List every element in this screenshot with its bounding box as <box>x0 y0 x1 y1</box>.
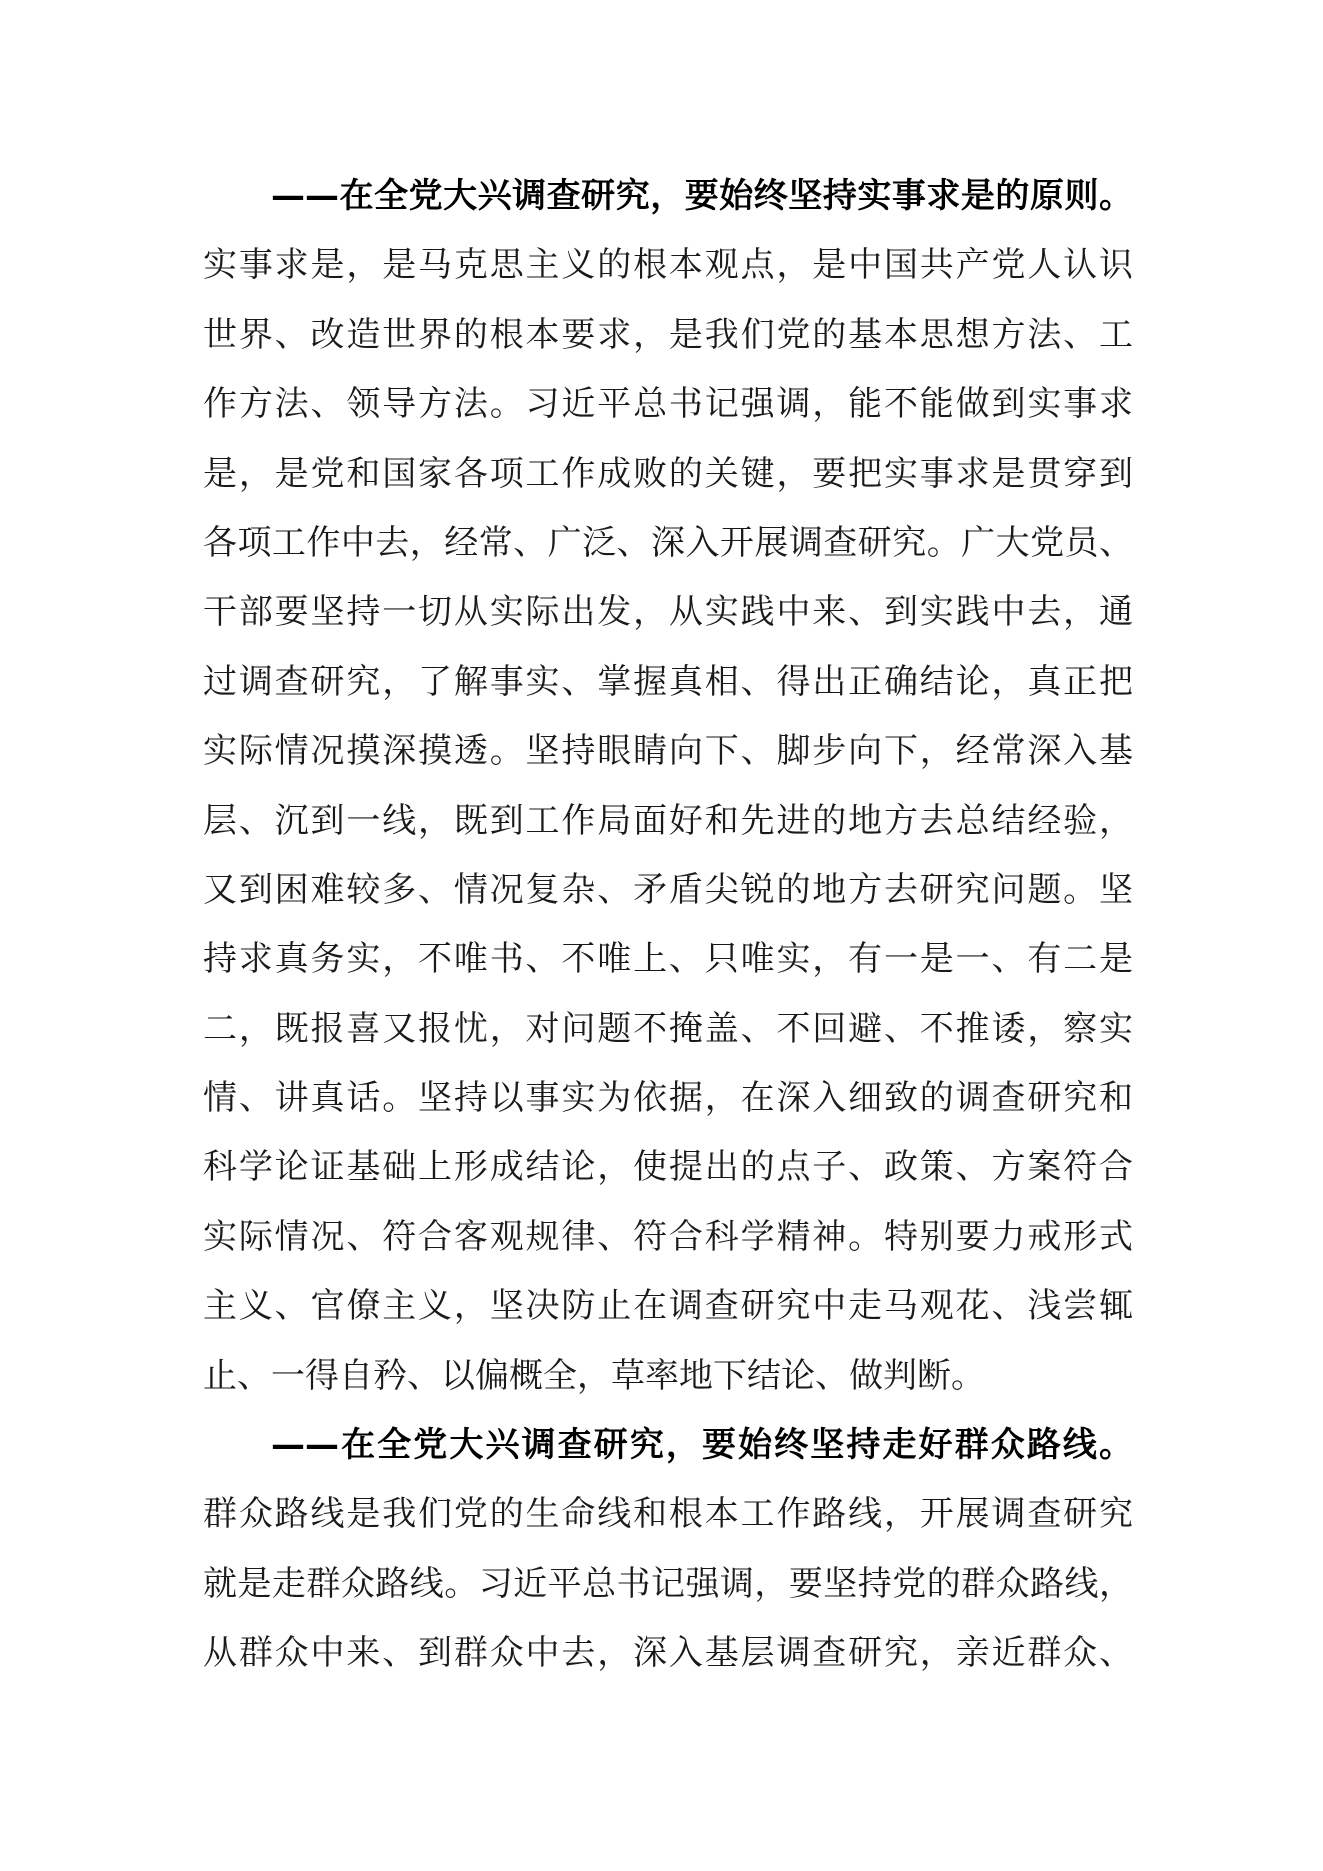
paragraph-line: 实事求是，是马克思主义的根本观点，是中国共产党人认识 <box>203 245 1133 286</box>
paragraph-line: 二，既报喜又报忧，对问题不掩盖、不回避、不推诿，察实 <box>203 1008 1133 1049</box>
paragraph-line: 从群众中来、到群众中去，深入基层调查研究，亲近群众、 <box>203 1633 1133 1674</box>
paragraph-line: 干部要坚持一切从实际出发，从实践中来、到实践中去，通 <box>203 592 1133 633</box>
paragraph-line: 世界、改造世界的根本要求，是我们党的基本思想方法、工 <box>203 314 1133 355</box>
paragraph-line: 各项工作中去，经常、广泛、深入开展调查研究。广大党员、 <box>203 522 1133 563</box>
paragraph-line: 过调查研究，了解事实、掌握真相、得出正确结论，真正把 <box>203 661 1133 702</box>
paragraph-line: 科学论证基础上形成结论，使提出的点子、政策、方案符合 <box>203 1147 1133 1188</box>
paragraph-line: 又到困难较多、情况复杂、矛盾尖锐的地方去研究问题。坚 <box>203 869 1133 910</box>
section-heading-1: ——在全党大兴调查研究，要始终坚持实事求是的原则。 <box>271 176 1133 216</box>
paragraph-line: 是，是党和国家各项工作成败的关键，要把实事求是贯穿到 <box>203 453 1133 494</box>
paragraph-line: 实际情况、符合客观规律、符合科学精神。特别要力戒形式 <box>203 1216 1133 1257</box>
paragraph-line: 情、讲真话。坚持以事实为依据，在深入细致的调查研究和 <box>203 1078 1133 1119</box>
section-heading-2: ——在全党大兴调查研究，要始终坚持走好群众路线。 <box>271 1425 1133 1466</box>
paragraph-line: 持求真务实，不唯书、不唯上、只唯实，有一是一、有二是 <box>203 939 1133 980</box>
paragraph-line: 作方法、领导方法。习近平总书记强调，能不能做到实事求 <box>203 384 1133 425</box>
paragraph-line: 层、沉到一线，既到工作局面好和先进的地方去总结经验， <box>203 800 1133 841</box>
document-body <box>203 162 1133 1689</box>
paragraph-line: 止、一得自矜、以偏概全，草率地下结论、做判断。 <box>203 1355 985 1396</box>
paragraph-line: 实际情况摸深摸透。坚持眼睛向下、脚步向下，经常深入基 <box>203 731 1133 772</box>
paragraph-line: 群众路线是我们党的生命线和根本工作路线，开展调查研究 <box>203 1494 1133 1535</box>
paragraph-line: 主义、官僚主义，坚决防止在调查研究中走马观花、浅尝辄 <box>203 1286 1133 1327</box>
paragraph-line: 就是走群众路线。习近平总书记强调，要坚持党的群众路线， <box>203 1563 1133 1604</box>
